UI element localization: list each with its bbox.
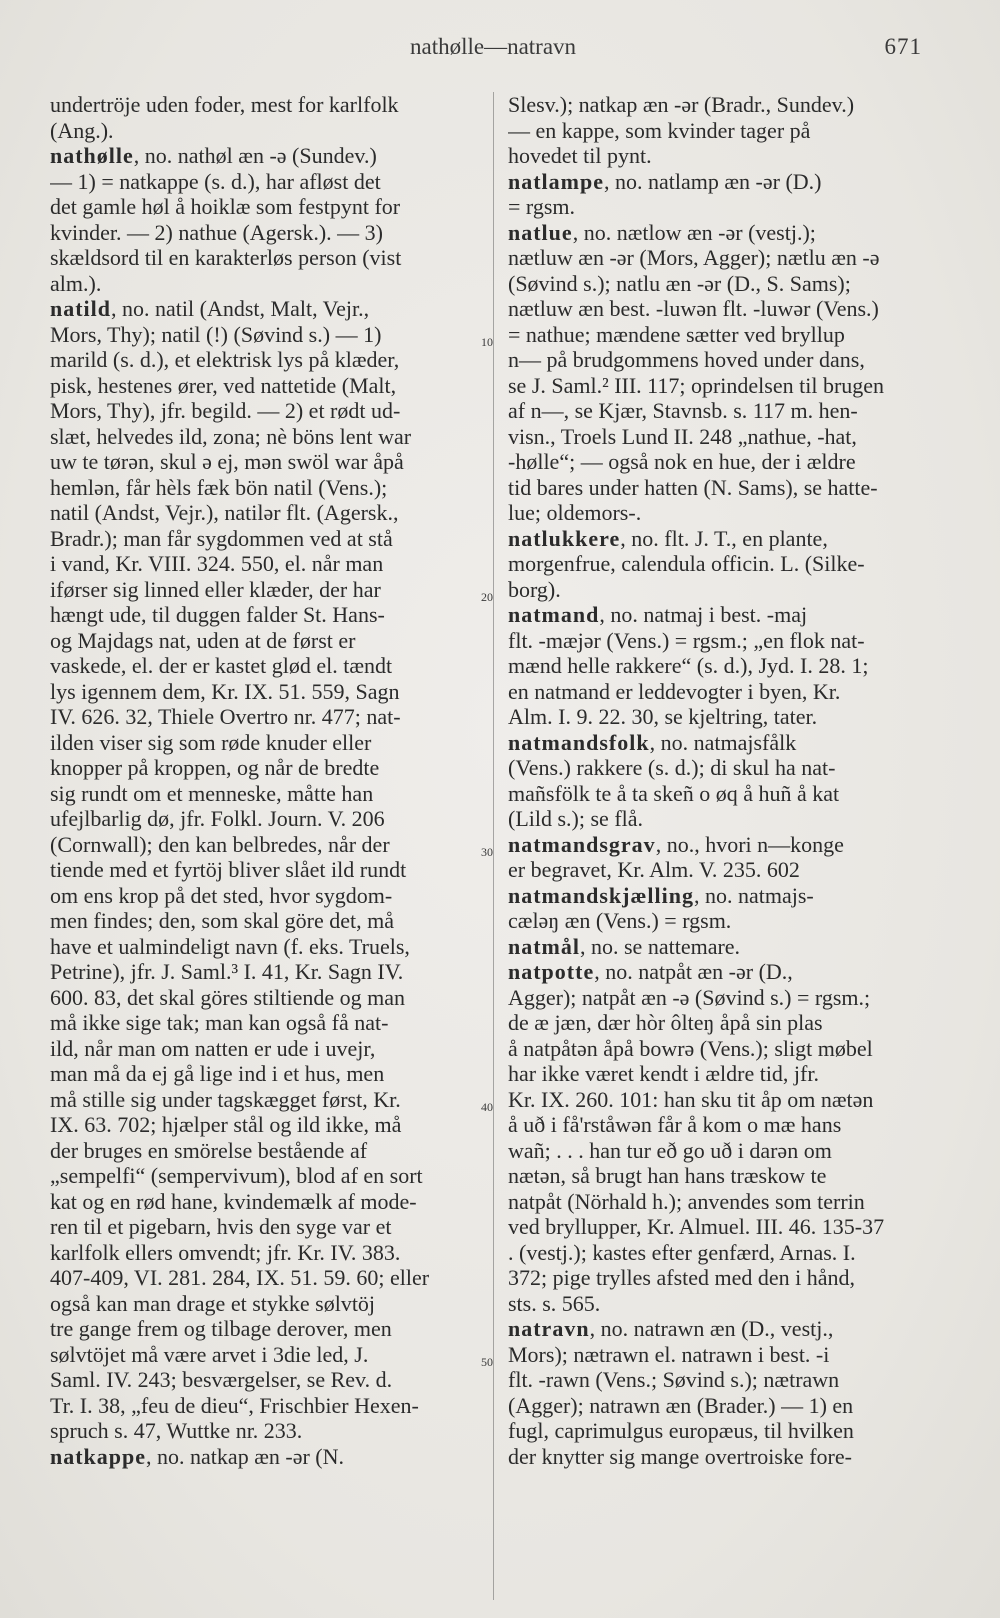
line-number: 10 bbox=[481, 335, 493, 349]
text-line: 372; pige trylles afsted med den i hånd, bbox=[508, 1265, 856, 1290]
line-number: 50 bbox=[481, 1355, 493, 1369]
text-line: om ens krop på det sted, hvor sygdom- bbox=[50, 882, 393, 908]
text-line: karlfolk ellers omvendt; jfr. Kr. IV. 383. bbox=[50, 1239, 401, 1265]
text-line: natlampe, no. natlamp æn -ər (D.) bbox=[508, 168, 822, 194]
text-line: der bruges en smörelse bestående af bbox=[50, 1137, 368, 1163]
text-line: natlukkere, no. flt. J. T., en plante, bbox=[508, 525, 828, 551]
headword: natlue bbox=[508, 219, 573, 245]
text-line: lue; oldemors-. bbox=[508, 500, 642, 525]
text-line: spruch s. 47, Wuttke nr. 233. bbox=[50, 1418, 303, 1443]
text-line: ild, når man om natten er ude i uvejr, bbox=[50, 1035, 376, 1061]
text-line: n— på brudgommens hoved under dans, bbox=[508, 347, 865, 372]
text-line: mænd helle rakkere“ (s. d.), Jyd. I. 28. 1; bbox=[508, 653, 869, 678]
line-number: 30 bbox=[481, 845, 493, 859]
text-line: IV. 626. 32, Thiele Overtro nr. 477; nat- bbox=[50, 704, 401, 729]
text-line: Tr. I. 38, „feu de dieu“, Frischbier Hexen- bbox=[50, 1392, 419, 1418]
text-line: 600. 83, det skal göres stiltiende og man bbox=[50, 984, 405, 1010]
column-divider bbox=[493, 92, 494, 1600]
text-line: hemlən, får hèls fæk bön natil (Vens.); bbox=[50, 474, 388, 500]
text-line: 407-409, VI. 281. 284, IX. 51. 59. 60; eller bbox=[50, 1265, 430, 1290]
text-line: uw te tørən, skul ə ej, mən swöl war åpå bbox=[50, 449, 404, 474]
headword: natmandskjælling bbox=[508, 882, 694, 908]
text-line: Kr. IX. 260. 101: han sku tit åp om nætən bbox=[508, 1086, 874, 1112]
text-line: må stille sig under tagskægget først, Kr. bbox=[50, 1086, 401, 1112]
text-line: — 1) = natkappe (s. d.), har afløst det bbox=[50, 168, 381, 194]
text-line: (Agger); natrawn æn (Brader.) — 1) en bbox=[508, 1392, 854, 1418]
page-number: 671 bbox=[884, 34, 922, 59]
text-line: nætən, så brugt han hans træskow te bbox=[508, 1163, 827, 1188]
text-line: natmål, no. se nattemare. bbox=[508, 933, 741, 959]
text-line: Alm. I. 9. 22. 30, se kjeltring, tater. bbox=[508, 704, 818, 729]
text-line: (Lild s.); se flå. bbox=[508, 806, 644, 831]
text-line: ilden viser sig som røde knuder eller bbox=[50, 729, 372, 755]
headword: natmandsfolk bbox=[508, 729, 650, 755]
headword: natkappe bbox=[50, 1443, 147, 1469]
headword: natmand bbox=[508, 602, 600, 627]
text-line: tre gange frem og tilbage derover, men bbox=[50, 1316, 392, 1341]
left-column bbox=[50, 92, 478, 1469]
text-line: lys igennem dem, Kr. IX. 51. 559, Sagn bbox=[50, 678, 400, 704]
text-line: i vand, Kr. VIII. 324. 550, el. når man bbox=[50, 551, 384, 576]
text-line: nætluw æn best. -luwən flt. -luwər (Vens.) bbox=[508, 296, 879, 321]
text-line: knopper på kroppen, og når de bredte bbox=[50, 755, 380, 780]
text-line: Mors, Thy), jfr. begild. — 2) et rødt ud- bbox=[50, 398, 401, 423]
text-line: også kan man drage et stykke sølvtöj bbox=[50, 1290, 376, 1316]
text-line: vaskede, el. der er kastet glød el. tændt bbox=[50, 653, 393, 678]
text-line: og Majdags nat, uden at de først er bbox=[50, 627, 356, 653]
text-line: natravn, no. natrawn æn (D., vestj., bbox=[508, 1316, 834, 1341]
line-number: 40 bbox=[481, 1100, 493, 1114]
text-line: = rgsm. bbox=[508, 194, 576, 219]
text-line: har ikke været kendt i ældre tid, jfr. bbox=[508, 1061, 819, 1086]
headword: nathølle bbox=[50, 143, 134, 168]
text-line: af n—, se Kjær, Stavnsb. s. 117 m. hen- bbox=[508, 398, 858, 423]
text-line: fugl, caprimulgus europæus, til hvilken bbox=[508, 1418, 854, 1443]
text-line: å natpåtən åpå bowrə (Vens.); sligt møbel bbox=[508, 1035, 873, 1061]
headword: natlampe bbox=[508, 168, 604, 194]
text-line: se J. Saml.² III. 117; oprindelsen til brugen bbox=[508, 372, 885, 398]
text-line: flt. -mæjər (Vens.) = rgsm.; „en flok nat- bbox=[508, 627, 865, 653]
text-line: Slesv.); natkap æn -ər (Bradr., Sundev.) bbox=[508, 92, 855, 117]
text-line: . (vestj.); kastes efter genfærd, Arnas. I. bbox=[508, 1239, 856, 1265]
text-line: undertröje uden foder, mest for karlfolk bbox=[50, 92, 399, 117]
text-line: (Søvind s.); natlu æn -ər (D., S. Sams); bbox=[508, 270, 851, 296]
line-number: 20 bbox=[481, 590, 493, 604]
text-line: visn., Troels Lund II. 248 „nathue, -hat, bbox=[508, 423, 857, 449]
text-line: natmandskjælling, no. natmajs- bbox=[508, 882, 814, 908]
text-line: marild (s. d.), et elektrisk lys på klæder, bbox=[50, 347, 400, 372]
text-line: natmand, no. natmaj i best. -maj bbox=[508, 602, 808, 627]
text-line: skældsord til en karakterløs person (vist bbox=[50, 245, 402, 270]
text-line: natpotte, no. natpåt æn -ər (D., bbox=[508, 959, 793, 984]
text-line: Saml. IV. 243; besværgelser, se Rev. d. bbox=[50, 1367, 393, 1392]
text-line: IX. 63. 702; hjælper stål og ild ikke, må bbox=[50, 1112, 402, 1137]
text-line: der knytter sig mange overtroiske fore- bbox=[508, 1443, 852, 1469]
text-line: må ikke sige tak; man kan også få nat- bbox=[50, 1010, 389, 1035]
text-line: sølvtöjet må være arvet i 3die led, J. bbox=[50, 1341, 369, 1367]
text-line: cæləŋ æn (Vens.) = rgsm. bbox=[508, 908, 732, 933]
headword: natlukkere bbox=[508, 525, 621, 551]
text-line: pisk, hestenes ører, ved nattetide (Malt, bbox=[50, 372, 397, 398]
running-title: nathølle—natravn bbox=[410, 34, 577, 59]
text-line: nathølle, no. nathøl æn -ə (Sundev.) bbox=[50, 143, 377, 168]
text-line: „sempelfi“ (sempervivum), blod af en sort bbox=[50, 1163, 423, 1188]
headword: natmandsgrav bbox=[508, 831, 656, 857]
text-line: wañ; . . . han tur eð go uð i darən om bbox=[508, 1137, 832, 1163]
text-line: ved bryllupper, Kr. Almuel. III. 46. 135-37 bbox=[508, 1214, 885, 1239]
text-line: Bradr.); man får sygdommen ved at stå bbox=[50, 525, 393, 551]
text-line: kvinder. — 2) nathue (Agersk.). — 3) bbox=[50, 219, 383, 245]
text-line: (Cornwall); den kan belbredes, når der bbox=[50, 831, 390, 857]
text-line: sig rundt om et menneske, måtte han bbox=[50, 780, 374, 806]
text-line: natpåt (Nörhald h.); anvendes som terrin bbox=[508, 1188, 865, 1214]
text-line: borg). bbox=[508, 576, 561, 602]
text-line: hængt ude, til duggen falder St. Hans- bbox=[50, 602, 385, 627]
text-line: natil (Andst, Vejr.), natilər flt. (Agersk., bbox=[50, 500, 399, 525]
text-line: slæt, helvedes ild, zona; nè böns lent war bbox=[50, 423, 412, 449]
headword: natpotte bbox=[508, 959, 595, 984]
text-line: morgenfrue, calendula officin. L. (Silke- bbox=[508, 551, 865, 576]
text-line: iførser sig linned eller klæder, der har bbox=[50, 576, 381, 602]
text-line: Mors); nætrawn el. natrawn i best. -i bbox=[508, 1341, 830, 1367]
text-line: natlue, no. nætlow æn -ər (vestj.); bbox=[508, 219, 816, 245]
text-line: tiende med et fyrtöj bliver slået ild rundt bbox=[50, 857, 407, 882]
text-line: det gamle høl å hoiklæ som festpynt for bbox=[50, 194, 401, 219]
text-line: de æ jæn, dær hòr ôlteŋ åpå sin plas bbox=[508, 1010, 823, 1035]
text-line: en natmand er leddevogter i byen, Kr. bbox=[508, 678, 841, 704]
text-line: Mors, Thy); natil (!) (Søvind s.) — 1) bbox=[50, 321, 382, 347]
text-line: Agger); natpåt æn -ə (Søvind s.) = rgsm.; bbox=[508, 984, 871, 1010]
text-line: alm.). bbox=[50, 270, 102, 296]
text-line: ufejlbarlig dø, jfr. Folkl. Journ. V. 206 bbox=[50, 806, 385, 831]
page-header bbox=[0, 34, 1000, 64]
text-line: natmandsfolk, no. natmajsfålk bbox=[508, 729, 797, 755]
text-line: men findes; den, som skal göre det, må bbox=[50, 908, 394, 933]
text-line: tid bares under hatten (N. Sams), se hatte- bbox=[508, 474, 878, 500]
text-line: ren til et pigebarn, hvis den syge var et bbox=[50, 1214, 392, 1239]
text-line: sts. s. 565. bbox=[508, 1290, 601, 1316]
text-line: mañsfölk te å ta skeñ o øq å huñ å kat bbox=[508, 780, 840, 806]
text-line: have et ualmindeligt navn (f. eks. Truels, bbox=[50, 933, 410, 959]
text-line: man må da ej gå lige ind i et hus, men bbox=[50, 1061, 385, 1086]
text-line: hovedet til pynt. bbox=[508, 143, 652, 168]
text-line: å uð i få'rståwən får å kom o mæ hans bbox=[508, 1112, 842, 1137]
headword: natmål bbox=[508, 933, 580, 959]
text-line: natmandsgrav, no., hvori n—konge bbox=[508, 831, 844, 857]
headword: natravn bbox=[508, 1316, 590, 1341]
text-line: (Vens.) rakkere (s. d.); di skul ha nat- bbox=[508, 755, 836, 780]
text-line: Petrine), jfr. J. Saml.³ I. 41, Kr. Sagn IV. bbox=[50, 959, 404, 984]
text-line: flt. -rawn (Vens.; Søvind s.); nætrawn bbox=[508, 1367, 840, 1392]
text-line: kat og en rød hane, kvindemælk af mode- bbox=[50, 1188, 417, 1214]
right-column bbox=[508, 92, 930, 1469]
headword: natild bbox=[50, 296, 112, 321]
text-line: — en kappe, som kvinder tager på bbox=[508, 117, 811, 143]
text-line: er begravet, Kr. Alm. V. 235. 602 bbox=[508, 857, 800, 882]
text-line: natkappe, no. natkap æn -ər (N. bbox=[50, 1443, 344, 1469]
text-line: nætluw æn -ər (Mors, Agger); nætlu æn -ə bbox=[508, 245, 880, 270]
text-line: -hølle“; — også nok en hue, der i ældre bbox=[508, 449, 856, 474]
text-line: natild, no. natil (Andst, Malt, Vejr., bbox=[50, 296, 370, 321]
text-line: = nathue; mændene sætter ved bryllup bbox=[508, 321, 845, 347]
text-line: (Ang.). bbox=[50, 117, 114, 143]
